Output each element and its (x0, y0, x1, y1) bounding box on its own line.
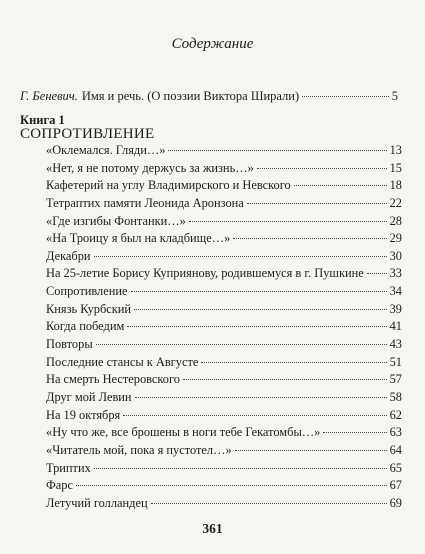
toc-entry-title: На смерть Нестеровского (46, 372, 180, 387)
toc-entry-title: Тетраптих памяти Леонида Аронзона (46, 195, 244, 210)
dot-leader (76, 485, 387, 486)
toc-entry-page: 34 (389, 284, 402, 299)
dot-leader (201, 362, 386, 363)
toc-entry-title: Последние стансы к Августе (46, 354, 199, 369)
toc-entry-title: «Оклемался. Гляди…» (46, 143, 166, 157)
toc-entry-page: 22 (389, 195, 402, 210)
dot-leader (183, 379, 387, 380)
toc-entry (46, 231, 402, 249)
toc-entry-title: Когда победим (46, 319, 125, 334)
toc-entry (46, 143, 402, 161)
toc-entry (46, 425, 402, 443)
dot-leader (233, 238, 386, 239)
dot-leader (96, 344, 387, 345)
toc-entry-page: 63 (389, 425, 402, 440)
dot-leader (294, 185, 387, 186)
dot-leader (189, 221, 387, 222)
toc-entry-title: Сопротивление (46, 284, 128, 299)
toc-entry-page: 69 (389, 495, 402, 510)
toc-entry-title: На 19 октября (46, 407, 121, 422)
toc-entry (46, 214, 402, 232)
toc-entry (46, 478, 402, 496)
dot-leader (235, 450, 387, 451)
toc-entry (46, 496, 402, 514)
toc-entry (46, 302, 402, 320)
toc-entry-page: 13 (389, 143, 402, 157)
toc-entry-page: 15 (389, 160, 402, 175)
dot-leader (134, 309, 387, 310)
toc-entry (46, 266, 402, 284)
toc-entry-page: 62 (389, 407, 402, 422)
toc-entry-page: 67 (389, 478, 402, 493)
dot-leader (302, 96, 389, 97)
dot-leader (94, 468, 387, 469)
toc-entry-page: 57 (389, 372, 402, 387)
dot-leader (94, 256, 387, 257)
toc-entry (46, 161, 402, 179)
toc-entry-title: «Где изгибы Фонтанки…» (46, 213, 186, 228)
toc-entry-title: Фарс (46, 478, 73, 493)
toc-entry (46, 355, 402, 373)
dot-leader (323, 432, 386, 433)
toc-entry (46, 461, 402, 479)
intro-page: 5 (391, 89, 398, 103)
toc-list (46, 143, 402, 513)
toc-entry-page: 58 (389, 389, 402, 404)
dot-leader (135, 397, 387, 398)
toc-entry (46, 284, 402, 302)
toc-entry-page: 29 (389, 231, 402, 246)
dot-leader (247, 203, 387, 204)
toc-entry (46, 319, 402, 337)
toc-entry-title: «Нет, я не потому держусь за жизнь…» (46, 160, 254, 175)
toc-entry (46, 390, 402, 408)
book-label: Книга 1 (20, 113, 65, 127)
intro-entry (20, 89, 398, 104)
page-number: 361 (202, 521, 223, 536)
toc-entry-title: Декабри (46, 248, 91, 263)
dot-leader (151, 503, 387, 504)
toc-entry-title: «Читатель мой, пока я пустотел…» (46, 442, 232, 457)
toc-entry-page: 39 (389, 301, 402, 316)
toc-entry-title: Летучий голландец (46, 495, 148, 510)
toc-entry-page: 65 (389, 460, 402, 475)
toc-entry-page: 30 (389, 248, 402, 263)
toc-entry-title: На 25-летие Борису Куприянову, родившемуся в г. Пушкине (46, 266, 364, 281)
toc-entry-title: Князь Курбский (46, 301, 132, 316)
toc-entry-page: 64 (389, 442, 402, 457)
page-title: Содержание (171, 36, 254, 52)
toc-entry-title: Повторы (46, 337, 93, 352)
intro-author: Г. Беневич. (20, 89, 78, 103)
toc-entry (46, 372, 402, 390)
toc-entry-title: Друг мой Левин (46, 389, 132, 404)
dot-leader (367, 273, 387, 274)
toc-entry-title: «На Троицу я был на кладбище…» (46, 231, 231, 246)
toc-entry-page: 18 (389, 178, 402, 193)
toc-entry-title: «Ну что же, все брошены в ноги тебе Гекатомбы…» (46, 425, 321, 440)
toc-entry-page: 51 (389, 354, 402, 369)
toc-entry-title: Триптих (46, 460, 91, 475)
toc-entry-title: Кафетерий на углу Владимирского и Невского (46, 178, 291, 193)
toc-entry (46, 196, 402, 214)
dot-leader (127, 326, 386, 327)
toc-entry-page: 33 (389, 266, 402, 281)
dot-leader (257, 168, 387, 169)
book-title: СОПРОТИВЛЕНИЕ (20, 126, 155, 142)
toc-entry-page: 41 (389, 319, 402, 334)
toc-entry-page: 28 (389, 213, 402, 228)
toc-entry (46, 443, 402, 461)
dot-leader (123, 415, 386, 416)
toc-entry (46, 249, 402, 267)
toc-entry-page: 43 (389, 337, 402, 352)
toc-entry (46, 337, 402, 355)
dot-leader (131, 291, 387, 292)
dot-leader (168, 150, 386, 151)
toc-entry (46, 178, 402, 196)
toc-entry (46, 408, 402, 426)
intro-title: Имя и речь. (О поэзии Виктора Ширали) (81, 89, 300, 103)
